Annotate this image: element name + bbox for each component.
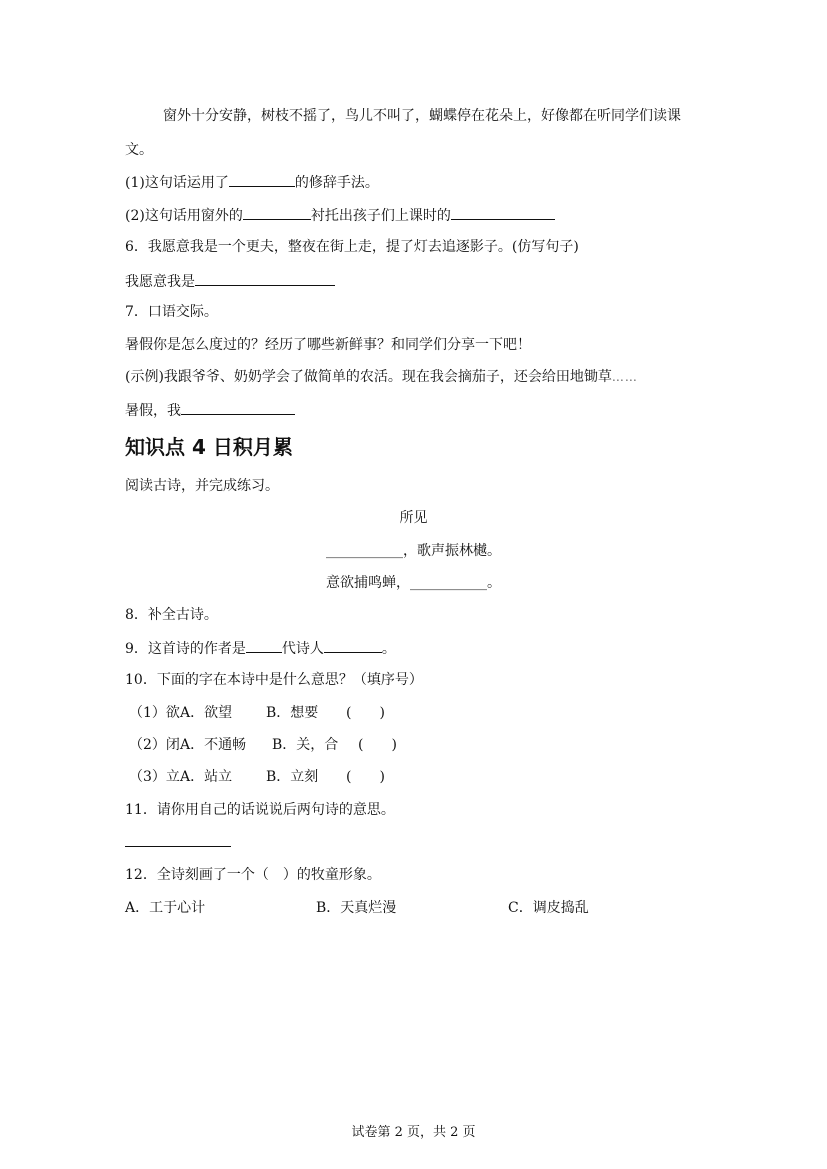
poem-line-1-text: ，歌声振林樾。 bbox=[403, 543, 501, 559]
q10-item-1-answer[interactable]: ( ) bbox=[346, 705, 385, 721]
page-footer: 试卷第 2 页，共 2 页 bbox=[351, 1125, 476, 1140]
q10-item-2 bbox=[129, 735, 397, 755]
q5-1-blank[interactable] bbox=[229, 172, 295, 187]
question-7-title: 7．口语交际。 bbox=[125, 304, 218, 320]
q5-2-blank-1[interactable] bbox=[243, 205, 311, 220]
q12-option-c[interactable]: C．调皮捣乱 bbox=[508, 900, 589, 916]
q7-answer-prefix: 暑假，我 bbox=[125, 403, 181, 419]
question-8: 8．补全古诗。 bbox=[125, 607, 218, 623]
q10-item-1 bbox=[129, 703, 385, 723]
question-7-prompt: 暑假你是怎么度过的？经历了哪些新鲜事？和同学们分享一下吧！ bbox=[125, 337, 531, 353]
q9-blank-poet[interactable] bbox=[324, 638, 382, 653]
q9-blank-dynasty[interactable] bbox=[246, 638, 282, 653]
q10-item-3-num: （3）立 bbox=[129, 769, 180, 785]
q10-item-1-option-a[interactable]: A．欲望 bbox=[180, 705, 233, 721]
q7-answer-blank[interactable] bbox=[181, 400, 295, 415]
q6-answer-blank[interactable] bbox=[195, 271, 335, 286]
section-heading: 知识点 4 日积月累 bbox=[125, 435, 293, 459]
poem-line-2-end: 。 bbox=[487, 575, 501, 591]
q11-answer-line[interactable] bbox=[125, 846, 231, 847]
q9-middle: 代诗人 bbox=[281, 641, 324, 657]
q5-2-middle: 衬托出孩子们上课时的 bbox=[310, 208, 451, 224]
q5-1-prefix: (1)这句话运用了 bbox=[125, 175, 229, 191]
question-12-options bbox=[125, 898, 589, 918]
question-10-title: 10．下面的字在本诗中是什么意思？（填序号） bbox=[125, 672, 423, 688]
q10-item-2-option-b[interactable]: B．关，合 bbox=[272, 737, 339, 753]
q7-example-text: (示例)我跟爷爷、奶奶学会了做简单的农活。现在我会摘茄子，还会给田地锄草 bbox=[125, 369, 612, 385]
q12-option-b[interactable]: B．天真烂漫 bbox=[316, 900, 397, 916]
q5-1-suffix: 的修辞手法。 bbox=[294, 175, 379, 191]
q5-2-prefix: (2)这句话用窗外的 bbox=[125, 208, 243, 224]
q10-item-3-answer[interactable]: ( ) bbox=[346, 769, 385, 785]
poem-line-2-text: 意欲捕鸣蝉， bbox=[326, 575, 410, 591]
q9-suffix: 。 bbox=[381, 641, 396, 657]
passage-line-2: 文。 bbox=[125, 142, 153, 158]
poem-line-2-blank[interactable]: ___________ bbox=[410, 575, 487, 591]
poem-intro: 阅读古诗，并完成练习。 bbox=[125, 478, 279, 494]
question-5-2 bbox=[125, 205, 555, 226]
q10-item-1-option-b[interactable]: B．想要 bbox=[266, 705, 319, 721]
question-7-answer bbox=[125, 400, 295, 421]
poem-line-2 bbox=[0, 573, 827, 593]
q6-answer-prefix: 我愿意我是 bbox=[125, 274, 195, 290]
question-6: 6．我愿意我是一个更夫，整夜在街上走，提了灯去追逐影子。(仿写句子) bbox=[125, 239, 579, 255]
q10-item-3 bbox=[129, 767, 385, 787]
poem-line-1 bbox=[0, 541, 827, 561]
q5-2-blank-2[interactable] bbox=[451, 205, 555, 220]
q10-item-2-option-a[interactable]: A．不通畅 bbox=[180, 737, 247, 753]
question-12-title: 12．全诗刻画了一个（ ）的牧童形象。 bbox=[125, 867, 381, 883]
poem-line-1-blank[interactable]: ___________ bbox=[326, 543, 403, 559]
q10-item-2-num: （2）闭 bbox=[129, 737, 180, 753]
question-7-example bbox=[125, 367, 638, 387]
poem-title: 所见 bbox=[399, 510, 428, 526]
q10-item-3-option-b[interactable]: B．立刻 bbox=[266, 769, 319, 785]
q10-item-1-num: （1）欲 bbox=[129, 705, 180, 721]
q12-option-a[interactable]: A．工于心计 bbox=[125, 900, 206, 916]
q10-item-3-option-a[interactable]: A．站立 bbox=[180, 769, 233, 785]
question-9 bbox=[125, 638, 396, 659]
question-6-answer bbox=[125, 271, 335, 292]
question-5-1 bbox=[125, 172, 379, 193]
passage-line-1: 窗外十分安静，树枝不摇了，鸟儿不叫了，蝴蝶停在花朵上，好像都在听同学们读课 bbox=[163, 108, 681, 124]
q7-example-ellipsis: …… bbox=[611, 370, 638, 384]
q10-item-2-answer[interactable]: ( ) bbox=[358, 737, 397, 753]
q9-prefix: 9．这首诗的作者是 bbox=[125, 641, 246, 657]
question-11: 11．请你用自己的话说说后两句诗的意思。 bbox=[125, 802, 395, 818]
